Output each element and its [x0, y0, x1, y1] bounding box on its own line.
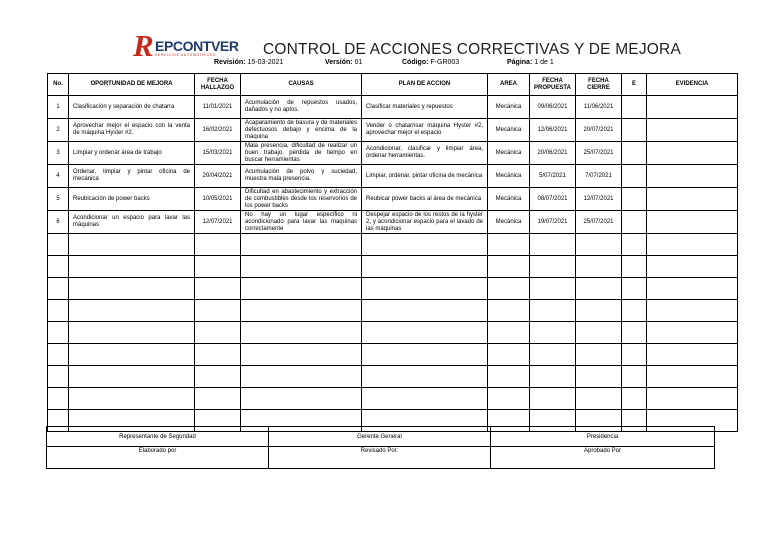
empty-row [48, 278, 738, 300]
empty-cell [530, 256, 576, 278]
evidencia-cell [647, 142, 738, 165]
fecha-hallazgo-cell: 16/02/2021 [195, 119, 241, 142]
oportunidad-cell: Reubicación de power backs [69, 188, 195, 211]
empty-cell [362, 366, 488, 388]
pagina-value: 1 de 1 [534, 59, 554, 66]
empty-cell [195, 256, 241, 278]
col-fecha-propuesta: FECHA PROPUESTA [530, 74, 576, 96]
plan-cell: Vender o chatarrisar máquina Hyster #2, aprovechar mejor el espacio [362, 119, 488, 142]
area-cell: Mecánica [488, 142, 530, 165]
row-number: 5 [48, 188, 69, 211]
table-row [48, 188, 738, 211]
empty-cell [362, 300, 488, 322]
plan-cell: Reubicar power backs al área de mecánica [362, 188, 488, 211]
empty-cell [195, 366, 241, 388]
oportunidad-cell: Clasificación y separación de chatarra [69, 96, 195, 119]
revision-label: Revisión: [214, 59, 246, 66]
evidencia-cell [647, 211, 738, 234]
signature-action-row [47, 447, 715, 469]
empty-cell [488, 388, 530, 410]
col-plan: PLAN DE ACCION [362, 74, 488, 96]
presidencia: Presidencia [491, 427, 715, 447]
empty-cell [576, 322, 622, 344]
gerente-general: Gerente General [269, 427, 491, 447]
version-value: 01 [354, 59, 363, 66]
fecha-cierre-cell: 25/07/2021 [576, 211, 622, 234]
empty-row [48, 234, 738, 256]
empty-cell [530, 278, 576, 300]
revision-info [214, 58, 283, 67]
empty-cell [195, 234, 241, 256]
empty-cell [576, 300, 622, 322]
plan-cell: Despejar espacio de los restos de la hyster 2, y acondicionar espacio para el lavado de las máquinas [362, 211, 488, 234]
empty-cell [48, 388, 69, 410]
table-row [48, 119, 738, 142]
empty-cell [530, 388, 576, 410]
empty-cell [647, 234, 738, 256]
fecha-propuesta-cell: 5/07/2021 [530, 165, 576, 188]
row-number: 3 [48, 142, 69, 165]
causas-cell: Acumulación de repuestos usados, dañados y no aptos. [241, 96, 362, 119]
empty-row [48, 322, 738, 344]
fecha-cierre-cell: 11/06/2021 [576, 96, 622, 119]
empty-cell [647, 278, 738, 300]
row-number: 2 [48, 119, 69, 142]
empty-cell [576, 278, 622, 300]
revisado-por: Revisado Por: [269, 447, 491, 469]
e-cell [622, 96, 647, 119]
empty-cell [488, 344, 530, 366]
col-fecha-cierre: FECHA CIERRE [576, 74, 622, 96]
row-number: 1 [48, 96, 69, 119]
evidencia-cell [647, 165, 738, 188]
empty-cell [69, 256, 195, 278]
plan-cell: Acondicionar, clasificar y limpiar área, ordenar herramientas. [362, 142, 488, 165]
header-row [48, 74, 738, 96]
codigo-value: F-GR003 [430, 59, 460, 66]
oportunidad-cell: Aprovechar mejor el espacio con la venta de máquina Hyster #2. [69, 119, 195, 142]
document-title: CONTROL DE ACCIONES CORRECTIVAS Y DE MEJORA [263, 41, 681, 58]
oportunidad-cell: Acondicionar un espacio para lavar las máquinas [69, 211, 195, 234]
empty-cell [48, 344, 69, 366]
empty-cell [69, 388, 195, 410]
empty-cell [488, 322, 530, 344]
empty-cell [647, 344, 738, 366]
causas-cell: Acaparamiento de basura y de materiales defectuosos debajo y encima de la máquina [241, 119, 362, 142]
col-e: E [622, 74, 647, 96]
empty-cell [576, 256, 622, 278]
empty-cell [69, 278, 195, 300]
empty-cell [622, 366, 647, 388]
empty-cell [362, 344, 488, 366]
empty-cell [48, 256, 69, 278]
empty-cell [622, 300, 647, 322]
empty-cell [576, 234, 622, 256]
fecha-hallazgo-cell: 11/01/2021 [195, 96, 241, 119]
empty-cell [241, 322, 362, 344]
e-cell [622, 119, 647, 142]
e-cell [622, 211, 647, 234]
empty-cell [241, 234, 362, 256]
fecha-propuesta-cell: 12/06/2021 [530, 119, 576, 142]
empty-cell [241, 344, 362, 366]
col-evidencia: EVIDENCIA [647, 74, 738, 96]
fecha-propuesta-cell: 08/07/2021 [530, 188, 576, 211]
fecha-hallazgo-cell: 15/03/2021 [195, 142, 241, 165]
empty-cell [69, 366, 195, 388]
plan-cell: Limpiar, ordenar, pintar oficina de mecánica [362, 165, 488, 188]
empty-cell [362, 256, 488, 278]
table-row [48, 142, 738, 165]
empty-cell [647, 322, 738, 344]
row-number: 4 [48, 165, 69, 188]
empty-cell [241, 388, 362, 410]
empty-row [48, 300, 738, 322]
plan-cell: Clasificar materiales y repuestos [362, 96, 488, 119]
empty-cell [622, 322, 647, 344]
elaborado-por: Elaborado por [47, 447, 269, 469]
empty-cell [576, 388, 622, 410]
e-cell [622, 142, 647, 165]
empty-cell [530, 234, 576, 256]
fecha-propuesta-cell: 20/06/2021 [530, 142, 576, 165]
empty-row [48, 256, 738, 278]
empty-cell [241, 278, 362, 300]
empty-cell [362, 234, 488, 256]
empty-cell [48, 366, 69, 388]
empty-cell [69, 234, 195, 256]
empty-cell [530, 322, 576, 344]
e-cell [622, 165, 647, 188]
logo-text: EPCONTVER [155, 38, 239, 54]
corrective-actions-table [47, 73, 738, 432]
empty-cell [48, 322, 69, 344]
empty-cell [195, 388, 241, 410]
area-cell: Mecánica [488, 165, 530, 188]
empty-cell [241, 300, 362, 322]
col-no: No. [48, 74, 69, 96]
evidencia-cell [647, 188, 738, 211]
causas-cell: Mala presencia, dificultad de realizar un buen trabajo, pérdida de tiempo en buscar herramientas [241, 142, 362, 165]
empty-cell [69, 322, 195, 344]
empty-cell [195, 344, 241, 366]
fecha-hallazgo-cell: 12/07/2021 [195, 211, 241, 234]
empty-cell [48, 300, 69, 322]
empty-cell [195, 278, 241, 300]
signature-table [46, 426, 715, 469]
evidencia-cell [647, 119, 738, 142]
empty-cell [622, 278, 647, 300]
empty-cell [362, 278, 488, 300]
empty-cell [241, 256, 362, 278]
empty-cell [530, 366, 576, 388]
empty-row [48, 388, 738, 410]
empty-cell [530, 344, 576, 366]
empty-row [48, 344, 738, 366]
codigo-label: Código: [402, 59, 429, 66]
area-cell: Mecánica [488, 211, 530, 234]
fecha-cierre-cell: 20/07/2021 [576, 119, 622, 142]
empty-cell [362, 322, 488, 344]
e-cell [622, 188, 647, 211]
area-cell: Mecánica [488, 96, 530, 119]
empty-cell [488, 278, 530, 300]
empty-cell [362, 388, 488, 410]
row-number: 6 [48, 211, 69, 234]
col-causas: CAUSAS [241, 74, 362, 96]
area-cell: Mecánica [488, 119, 530, 142]
version-info [325, 58, 362, 67]
fecha-propuesta-cell: 09/06/2021 [530, 96, 576, 119]
aprobado-por: Aprobado Por [491, 447, 715, 469]
empty-cell [48, 278, 69, 300]
col-oportunidad: OPORTUNIDAD DE MEJORA [69, 74, 195, 96]
empty-cell [647, 256, 738, 278]
empty-cell [622, 344, 647, 366]
codigo-info [402, 58, 459, 67]
empty-cell [488, 234, 530, 256]
col-area: AREA [488, 74, 530, 96]
causas-cell: Dificultad en abastecimiento y extracción de combustibles desde los reservorios de los power backs [241, 188, 362, 211]
evidencia-cell [647, 96, 738, 119]
empty-cell [488, 256, 530, 278]
pagina-label: Página: [507, 59, 533, 66]
empty-cell [195, 322, 241, 344]
col-fecha-hallazgo: FECHA HALLAZGO [195, 74, 241, 96]
area-cell: Mecánica [488, 188, 530, 211]
empty-cell [622, 388, 647, 410]
signature-role-row [47, 427, 715, 447]
revision-value: 15-03-2021 [247, 59, 284, 66]
fecha-propuesta-cell: 19/07/2021 [530, 211, 576, 234]
empty-cell [647, 366, 738, 388]
fecha-cierre-cell: 7/07/2021 [576, 165, 622, 188]
empty-cell [576, 366, 622, 388]
oportunidad-cell: Limpiar y ordenar área de trabajo [69, 142, 195, 165]
empty-cell [622, 234, 647, 256]
empty-cell [48, 234, 69, 256]
oportunidad-cell: Ordenar, limpiar y pintar oficina de mecánica [69, 165, 195, 188]
empty-cell [622, 256, 647, 278]
representante-seguridad: Representante de Seguridad [47, 427, 269, 447]
logo-initial: R [133, 28, 154, 63]
fecha-cierre-cell: 12/07/2021 [576, 188, 622, 211]
causas-cell: No hay un lugar específico ni acondicionado para lavar las maquinas correctamente [241, 211, 362, 234]
table-row [48, 165, 738, 188]
empty-cell [69, 344, 195, 366]
empty-cell [69, 300, 195, 322]
fecha-hallazgo-cell: 20/04/2021 [195, 165, 241, 188]
pagina-info [507, 58, 554, 67]
empty-cell [647, 388, 738, 410]
version-label: Versión: [325, 59, 353, 66]
causas-cell: Acumulación de polvo y suciedad, muestra mala presencia. [241, 165, 362, 188]
empty-cell [530, 300, 576, 322]
empty-cell [488, 366, 530, 388]
table-row [48, 96, 738, 119]
table-row [48, 211, 738, 234]
empty-cell [241, 366, 362, 388]
fecha-hallazgo-cell: 10/05/2021 [195, 188, 241, 211]
logo-subtext: SERVICIOS AUTOMOTRICES [155, 53, 217, 57]
empty-row [48, 366, 738, 388]
empty-cell [576, 344, 622, 366]
empty-cell [488, 300, 530, 322]
fecha-cierre-cell: 25/07/2021 [576, 142, 622, 165]
empty-cell [647, 300, 738, 322]
empty-cell [195, 300, 241, 322]
